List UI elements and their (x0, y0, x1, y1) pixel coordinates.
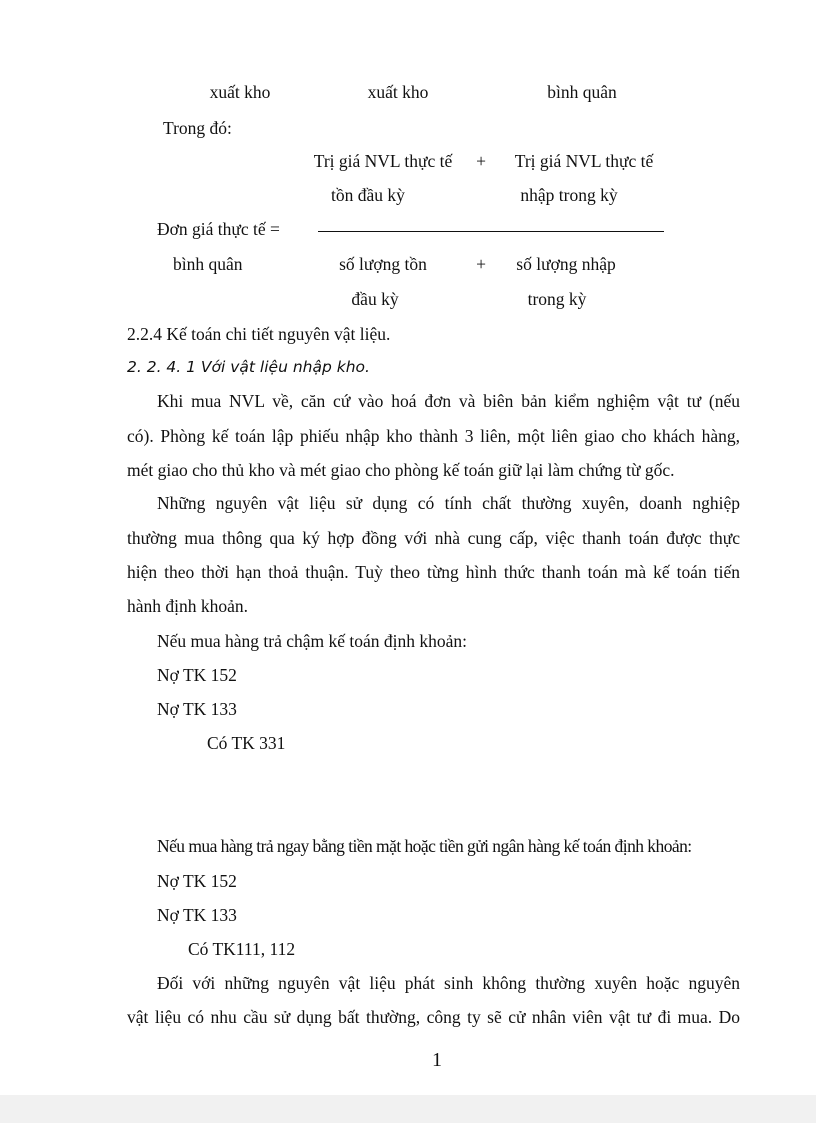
paragraph2-line1: Những nguyên vật liệu sử dụng có tính chất thường xuyên, doanh nghiệp (157, 493, 740, 513)
entry2-debit1: Nợ TK 152 (157, 871, 237, 891)
entry2-credit: Có TK111, 112 (188, 939, 296, 959)
numerator-right-line2: nhập trong kỳ (520, 185, 618, 205)
trong-do-label: Trong đó: (163, 118, 232, 138)
denominator-plus: + (476, 254, 486, 274)
formula-top-col2: xuất kho (367, 82, 429, 102)
paragraph2-line2: thường mua thông qua ký hợp đồng với nhà cung cấp, việc thanh toán được thực (127, 528, 740, 548)
entry1-debit1: Nợ TK 152 (157, 665, 237, 685)
formula-label-line1: Đơn giá thực tế = (157, 219, 280, 239)
page-number: 1 (432, 1049, 442, 1071)
denominator-right-line1: số lượng nhập (516, 254, 616, 274)
paragraph2-line3: hiện theo thời hạn thoả thuận. Tuỳ theo từng hình thức thanh toán mà kế toán tiến (127, 562, 740, 582)
denominator-left-line2: đầu kỳ (351, 289, 399, 309)
numerator-right-line1: Trị giá NVL thực tế (514, 151, 654, 171)
paragraph1-line3: mét giao cho thủ kho và mét giao cho phòng kế toán giữ lại làm chứng từ gốc. (127, 460, 675, 480)
entry1-credit: Có TK 331 (207, 733, 286, 753)
paragraph3-line1: Đối với những nguyên vật liệu phát sinh không thường xuyên hoặc nguyên (157, 973, 740, 993)
numerator-left-line2: tồn đầu kỳ (331, 185, 405, 205)
numerator-plus: + (476, 151, 486, 171)
subsection-heading: 2. 2. 4. 1 Với vật liệu nhập kho. (127, 358, 370, 376)
entry1-intro: Nếu mua hàng trả chậm kế toán định khoản: (157, 631, 468, 651)
entry1-debit2: Nợ TK 133 (157, 699, 237, 719)
denominator-left-line1: số lượng tồn (339, 254, 427, 274)
fraction-bar (318, 231, 664, 232)
paragraph2-line4: hành định khoản. (127, 596, 249, 616)
formula-top-col1: xuất kho (209, 82, 271, 102)
paragraph1-line2: có). Phòng kế toán lập phiếu nhập kho thành 3 liên, một liên giao cho khách hàng, (127, 426, 740, 446)
section-heading: 2.2.4 Kế toán chi tiết nguyên vật liệu. (127, 324, 391, 344)
numerator-left-line1: Trị giá NVL thực tế (313, 151, 453, 171)
paragraph1-line1: Khi mua NVL về, căn cứ vào hoá đơn và biên bản kiểm nghiệm vật tư (nếu (157, 391, 740, 411)
page-bottom-margin (0, 1095, 816, 1123)
formula-label-line2: bình quân (173, 254, 243, 274)
paragraph3-line2: vật liệu có nhu cầu sử dụng bất thường, công ty sẽ cử nhân viên vật tư đi mua. Do (127, 1007, 740, 1027)
entry2-intro: Nếu mua hàng trả ngay bằng tiền mặt hoặc tiền gửi ngân hàng kế toán định khoản: (157, 836, 692, 856)
entry2-debit2: Nợ TK 133 (157, 905, 237, 925)
denominator-right-line2: trong kỳ (527, 289, 587, 309)
formula-top-col3: bình quân (547, 82, 617, 102)
